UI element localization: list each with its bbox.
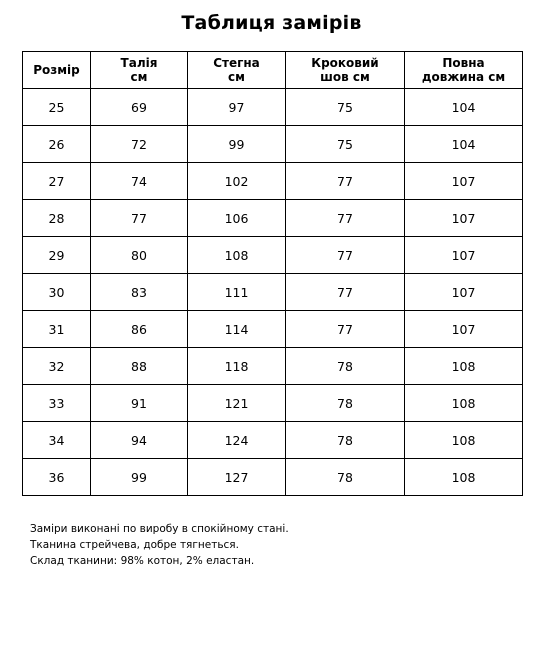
- header-size: [23, 52, 91, 89]
- header-line: Кроковий: [311, 56, 379, 70]
- cell-full-length: 107: [405, 311, 523, 348]
- table-row: [23, 237, 523, 274]
- cell-waist: 69: [91, 89, 188, 126]
- cell-full-length: 107: [405, 163, 523, 200]
- cell-full-length: 108: [405, 348, 523, 385]
- note-line: Заміри виконані по виробу в спокійному стані.: [30, 523, 289, 535]
- cell-hips: 111: [188, 274, 286, 311]
- header-line: Талія: [120, 56, 158, 70]
- cell-hips: 124: [188, 422, 286, 459]
- cell-full-length: 107: [405, 200, 523, 237]
- table-row: [23, 163, 523, 200]
- cell-size: 25: [23, 89, 91, 126]
- cell-size: 28: [23, 200, 91, 237]
- cell-inseam: 77: [286, 311, 405, 348]
- size-chart-table: [22, 51, 523, 496]
- cell-waist: 91: [91, 385, 188, 422]
- cell-hips: 118: [188, 348, 286, 385]
- table-row: [23, 126, 523, 163]
- header-line: Розмір: [33, 63, 80, 77]
- table-row: [23, 385, 523, 422]
- note-line: Тканина стрейчева, добре тягнеться.: [30, 539, 239, 551]
- cell-inseam: 78: [286, 385, 405, 422]
- cell-waist: 94: [91, 422, 188, 459]
- cell-hips: 108: [188, 237, 286, 274]
- cell-waist: 88: [91, 348, 188, 385]
- header-waist: [91, 52, 188, 89]
- cell-full-length: 107: [405, 237, 523, 274]
- cell-waist: 72: [91, 126, 188, 163]
- cell-full-length: 108: [405, 385, 523, 422]
- header-line: см: [228, 70, 245, 84]
- cell-hips: 114: [188, 311, 286, 348]
- cell-inseam: 77: [286, 163, 405, 200]
- cell-inseam: 78: [286, 422, 405, 459]
- cell-size: 33: [23, 385, 91, 422]
- header-inseam: [286, 52, 405, 89]
- cell-waist: 80: [91, 237, 188, 274]
- cell-hips: 121: [188, 385, 286, 422]
- table-row: [23, 422, 523, 459]
- header-line: Стегна: [213, 56, 260, 70]
- cell-waist: 99: [91, 459, 188, 496]
- header-line: см: [130, 70, 148, 84]
- note-line: Склад тканини: 98% котон, 2% еластан.: [30, 555, 255, 567]
- cell-size: 34: [23, 422, 91, 459]
- cell-hips: 127: [188, 459, 286, 496]
- cell-size: 36: [23, 459, 91, 496]
- cell-inseam: 75: [286, 89, 405, 126]
- cell-size: 27: [23, 163, 91, 200]
- table-row: [23, 348, 523, 385]
- cell-size: 30: [23, 274, 91, 311]
- header-line: довжина см: [421, 70, 506, 84]
- cell-size: 31: [23, 311, 91, 348]
- cell-inseam: 75: [286, 126, 405, 163]
- cell-waist: 77: [91, 200, 188, 237]
- cell-waist: 74: [91, 163, 188, 200]
- cell-inseam: 77: [286, 200, 405, 237]
- page-title: Таблиця замірів: [181, 12, 362, 34]
- cell-waist: 86: [91, 311, 188, 348]
- cell-hips: 97: [188, 89, 286, 126]
- cell-hips: 102: [188, 163, 286, 200]
- cell-hips: 99: [188, 126, 286, 163]
- cell-full-length: 107: [405, 274, 523, 311]
- cell-size: 26: [23, 126, 91, 163]
- table-row: [23, 459, 523, 496]
- cell-full-length: 104: [405, 126, 523, 163]
- table-row: [23, 274, 523, 311]
- header-line: Повна: [442, 56, 485, 70]
- notes: [30, 521, 289, 569]
- cell-full-length: 108: [405, 459, 523, 496]
- cell-inseam: 77: [286, 274, 405, 311]
- cell-full-length: 108: [405, 422, 523, 459]
- cell-inseam: 78: [286, 459, 405, 496]
- cell-inseam: 78: [286, 348, 405, 385]
- table-row: [23, 200, 523, 237]
- cell-inseam: 77: [286, 237, 405, 274]
- cell-waist: 83: [91, 274, 188, 311]
- header-full-length: [405, 52, 523, 89]
- cell-size: 32: [23, 348, 91, 385]
- header-line: шов см: [320, 70, 370, 84]
- table-row: [23, 89, 523, 126]
- cell-size: 29: [23, 237, 91, 274]
- table-header-row: [23, 52, 523, 89]
- header-hips: [188, 52, 286, 89]
- cell-full-length: 104: [405, 89, 523, 126]
- table-row: [23, 311, 523, 348]
- cell-hips: 106: [188, 200, 286, 237]
